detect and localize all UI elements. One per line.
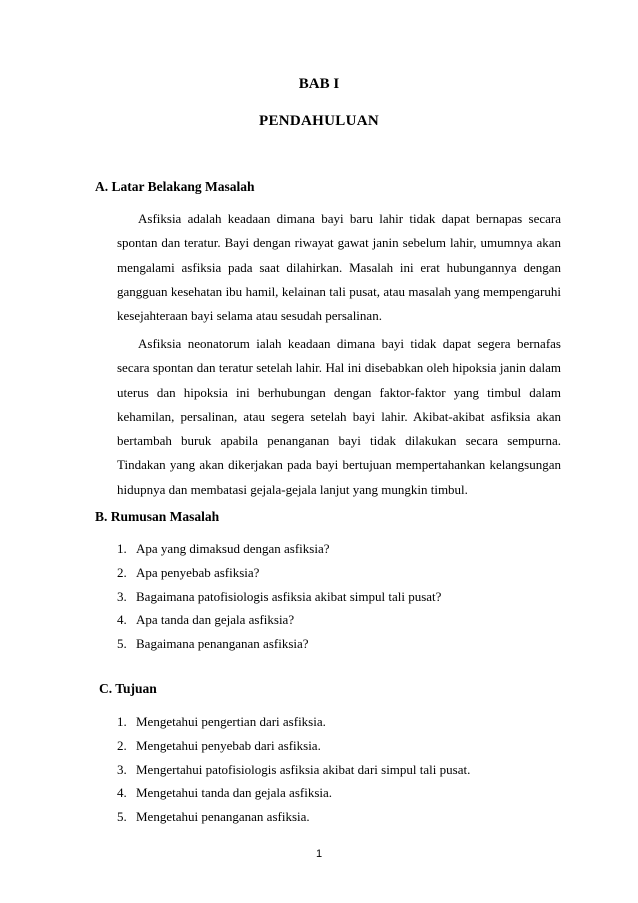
list-number: 1. — [117, 714, 127, 729]
list-item — [117, 781, 470, 805]
list-item — [117, 608, 441, 632]
section-c-list — [117, 710, 470, 829]
list-item — [117, 561, 441, 585]
list-text: Apa yang dimaksud dengan asfiksia? — [136, 541, 330, 556]
list-item — [117, 805, 470, 829]
section-c-heading: C. Tujuan — [99, 681, 157, 696]
list-text: Mengertahui patofisiologis asfiksia akibat dari simpul tali pusat. — [136, 761, 471, 777]
list-number: 2. — [117, 564, 127, 580]
list-text: Apa tanda dan gejala asfiksia? — [136, 612, 295, 628]
section-a-paragraph-2: Asfiksia neonatorum ialah keadaan dimana bayi tidak dapat segera bernafas secara spontan dan teratur setelah lahir. Hal ini disebabkan oleh hipoksia janin dalam uterus dan hipoksia ini berhubungan dengan faktor-faktor yang timbul dalam kehamilan, persalinan, atau segera setelah bayi lahir. Akibat-akibat asfiksia akan bertambah buruk apabila penanganan bayi tidak dilakukan secara sempurna. Tindakan yang akan dikerjakan pada bayi bertujuan mempertahankan kelangsungan hidupnya dan membatasi gejala-gejala lanjut yang mungkin timbul. — [117, 336, 561, 497]
list-number: 4. — [117, 612, 127, 628]
list-text: Apa penyebab asfiksia? — [136, 564, 260, 580]
chapter-title: PENDAHULUAN — [259, 113, 379, 129]
chapter-label: BAB I — [298, 76, 340, 92]
list-number: 1. — [117, 541, 127, 556]
list-number: 5. — [117, 809, 127, 825]
list-item — [117, 710, 470, 734]
list-text: Bagaimana penanganan asfiksia? — [136, 636, 309, 652]
section-b-list — [117, 537, 441, 656]
list-item — [117, 632, 441, 656]
list-number: 4. — [117, 785, 127, 801]
list-text: Mengetahui tanda dan gejala asfiksia. — [136, 785, 333, 801]
list-item — [117, 758, 470, 782]
list-item — [117, 537, 441, 561]
list-number: 2. — [117, 737, 127, 753]
list-text: Mengetahui pengertian dari asfiksia. — [136, 714, 326, 729]
section-b-heading: B. Rumusan Masalah — [95, 509, 220, 524]
section-a-heading: A. Latar Belakang Masalah — [95, 179, 255, 194]
list-text: Mengetahui penyebab dari asfiksia. — [136, 737, 321, 753]
list-number: 3. — [117, 588, 127, 604]
section-a-paragraph-1: Asfiksia adalah keadaan dimana bayi baru lahir tidak dapat bernapas secara spontan dan teratur. Bayi dengan riwayat gawat janin sebelum lahir, umumnya akan mengalami asfiksia pada saat dilahirkan. Masalah ini erat hubungannya dengan gangguan kesehatan ibu hamil, kelainan tali pusat, atau masalah yang mempengaruhi kesejahteraan bayi selama atau sesudah persalinan. — [117, 211, 561, 324]
page-number: 1 — [315, 848, 323, 860]
list-text: Mengetahui penanganan asfiksia. — [136, 809, 310, 825]
list-number: 5. — [117, 636, 127, 652]
list-item — [117, 734, 470, 758]
list-item — [117, 585, 441, 609]
list-number: 3. — [117, 761, 127, 777]
list-text: Bagaimana patofisiologis asfiksia akibat simpul tali pusat? — [136, 588, 442, 604]
